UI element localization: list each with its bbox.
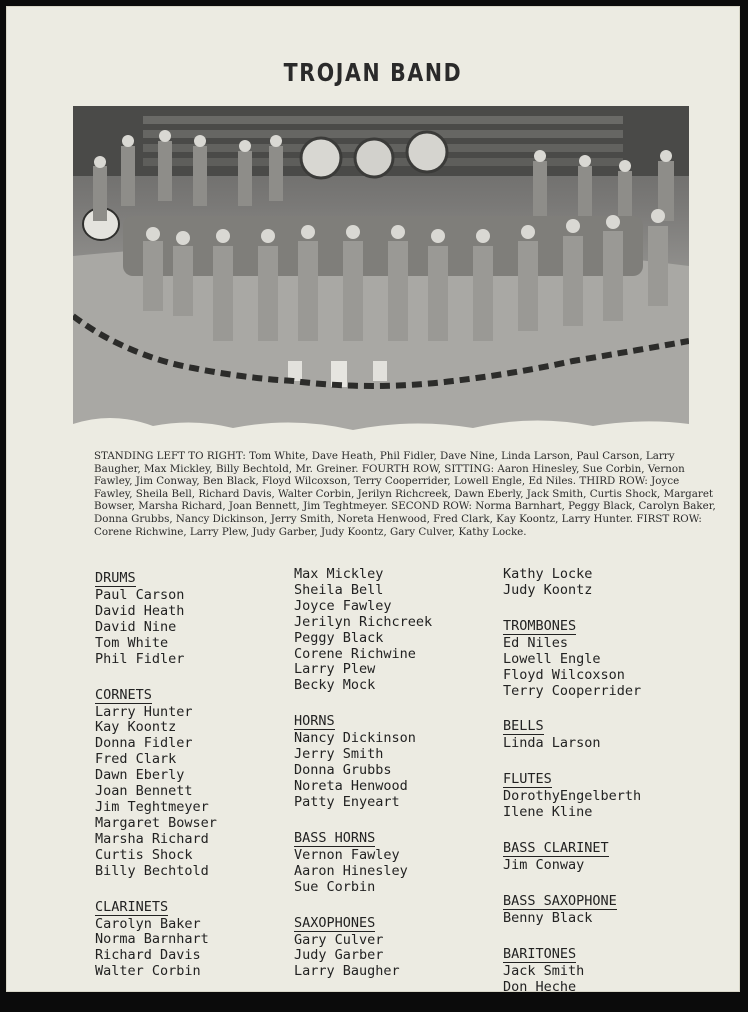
member-name: Peggy Black: [294, 629, 384, 646]
member-name: Marsha Richard: [95, 830, 209, 847]
roster-column-1: [95, 567, 217, 996]
member-name: Vernon Fawley: [294, 846, 400, 863]
member-name: Larry Hunter: [95, 703, 193, 720]
member-name: Becky Mock: [294, 677, 376, 694]
section-clarinets-continued-2: [503, 567, 641, 599]
member-name: Tom White: [95, 634, 169, 651]
section-bass-horns: [294, 827, 432, 896]
member-name: Larry Plew: [294, 661, 376, 678]
member-name: Margaret Bowser: [95, 814, 217, 831]
roster-column-3: [503, 567, 641, 1012]
member-name: Aaron Hinesley: [294, 862, 408, 879]
member-name: Sheila Bell: [294, 581, 384, 598]
member-name: David Nine: [95, 618, 177, 635]
member-name: Nancy Dickinson: [294, 730, 416, 747]
band-photo: [73, 106, 689, 436]
member-name: Kathy Locke: [503, 566, 593, 582]
member-name: Lowell Engle: [503, 650, 601, 667]
member-name: Noreta Henwood: [294, 777, 408, 794]
section-heading: BARITONES: [503, 945, 577, 962]
page-title: TROJAN BAND: [283, 58, 463, 87]
member-name: Joyce Fawley: [294, 597, 392, 614]
member-name: Carolyn Baker: [95, 915, 201, 932]
section-heading: TROMBONES: [503, 617, 577, 634]
section-drums: [95, 567, 217, 668]
section-heading: BELLS: [503, 718, 544, 735]
member-name: Billy Bechtold: [95, 862, 209, 879]
section-heading: SAXOPHONES: [294, 914, 376, 931]
member-name: Donna Fidler: [95, 735, 193, 752]
member-name: Ed Niles: [503, 634, 569, 651]
member-name: Jerilyn Richcreek: [294, 613, 433, 630]
member-name: Richard Davis: [95, 947, 201, 964]
section-trombones: [503, 615, 641, 700]
member-name: Jack Smith: [503, 962, 585, 979]
section-horns: [294, 710, 432, 811]
section-bass-clarinet: [503, 837, 641, 874]
section-heading: FLUTES: [503, 771, 552, 788]
section-saxophones: [294, 912, 432, 981]
member-name: Ilene Kline: [503, 804, 593, 821]
section-heading: BASS HORNS: [294, 829, 376, 846]
section-heading: BASS CLARINET: [503, 840, 609, 857]
section-heading: CLARINETS: [95, 898, 169, 915]
member-name: Judy Koontz: [503, 581, 593, 598]
section-bells: [503, 715, 641, 752]
section-clarinets: [95, 896, 217, 981]
section-baritones: [503, 943, 641, 996]
member-name: Norma Barnhart: [95, 931, 209, 948]
yearbook-page: [6, 6, 740, 995]
member-name: Jim Teghtmeyer: [95, 798, 209, 815]
member-name: Sue Corbin: [294, 878, 376, 895]
member-name: Dawn Eberly: [95, 767, 185, 784]
member-name: David Heath: [95, 602, 185, 619]
member-name: Walter Corbin: [95, 963, 201, 980]
member-name: Phil Fidler: [95, 650, 185, 667]
section-heading: CORNETS: [95, 686, 152, 703]
photo-caption: STANDING LEFT TO RIGHT: Tom White, Dave Heath, Phil Fidler, Dave Nine, Linda Larson, Paul Carson, Larry Baugher, Max Mickley, Billy Bechtold, Mr. Greiner. FOURTH ROW, SITTING: Aaron Hinesley, Sue Corbin, Vernon Fawley, Jim Conway, Ben Black, Floyd Wilcoxson, Terry Cooperrider, Lowell Engle, Ed Niles. THIRD ROW: Joyce Fawley, Sheila Bell, Richard Davis, Walter Corbin, Jerilyn Richcreek, Dawn Eberly, Jack Smith, Curtis Shock, Margaret Bowser, Marsha Richard, Joan Bennett, Jim Teghtmeyer. SECOND ROW: Norma Barnhart, Peggy Black, Carolyn Baker, Donna Grubbs, Nancy Dickinson, Jerry Smith, Noreta Henwood, Fred Clark, Kay Koontz, Larry Hunter. FIRST ROW: Corene Richwine, Larry Plew, Judy Garber, Judy Koontz, Gary Culver, Kathy Locke.: [94, 450, 716, 538]
member-name: Gary Culver: [294, 931, 384, 948]
member-name: Donna Grubbs: [294, 762, 392, 779]
member-name: Terry Cooperrider: [503, 682, 642, 699]
member-name: Kay Koontz: [95, 719, 177, 736]
member-name: Don Heche: [503, 978, 577, 995]
member-name: Corene Richwine: [294, 645, 416, 662]
section-bass-saxophone: [503, 890, 641, 927]
section-cornets: [95, 684, 217, 880]
member-name: Judy Garber: [294, 947, 384, 964]
member-name: Joan Bennett: [95, 783, 193, 800]
member-name: Benny Black: [503, 910, 593, 927]
member-name: Curtis Shock: [95, 846, 193, 863]
member-name: Larry Baugher: [294, 963, 400, 980]
member-name: Paul Carson: [95, 587, 185, 603]
roster-column-2: [294, 567, 432, 996]
member-name: Patty Enyeart: [294, 793, 400, 810]
band-photo-illustration: [73, 106, 689, 436]
member-name: Fred Clark: [95, 751, 177, 768]
section-heading: HORNS: [294, 713, 335, 730]
section-heading: DRUMS: [95, 570, 136, 586]
member-name: Floyd Wilcoxson: [503, 666, 625, 683]
member-name: Jim Conway: [503, 857, 585, 874]
section-flutes: [503, 768, 641, 821]
section-clarinets-continued: [294, 567, 432, 694]
section-heading: BASS SAXOPHONE: [503, 893, 617, 910]
member-name: DorothyEngelberth: [503, 788, 642, 805]
member-name: Linda Larson: [503, 735, 601, 752]
member-name: Jerry Smith: [294, 746, 384, 763]
member-name: Max Mickley: [294, 566, 384, 582]
